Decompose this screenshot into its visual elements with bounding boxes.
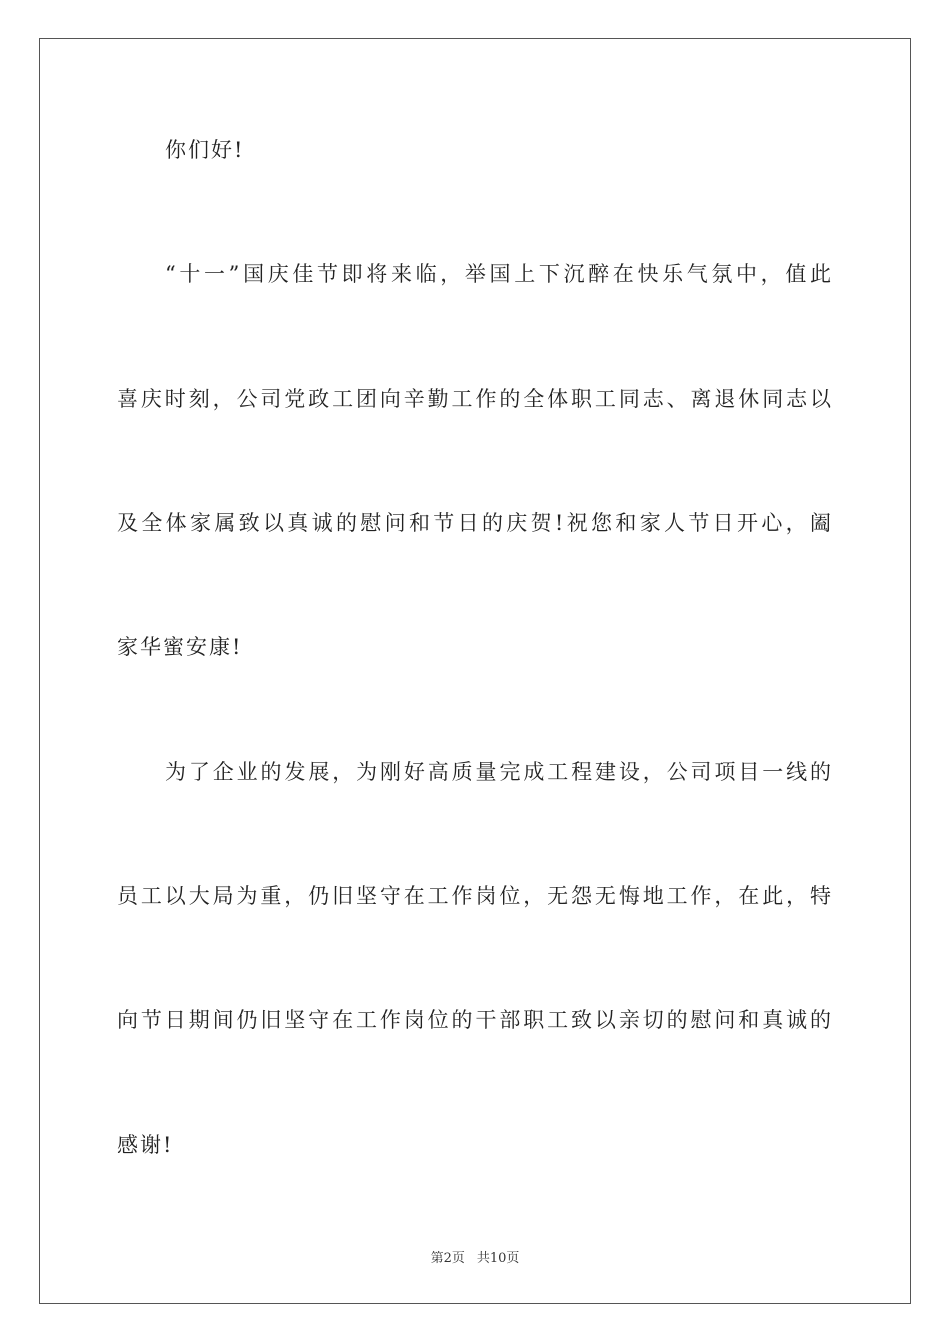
- paragraph-2-line-3: 向节日期间仍旧坚守在工作岗位的干部职工致以亲切的慰问和真诚的: [117, 1008, 833, 1032]
- paragraph-2-line-4: 感谢!: [117, 1133, 174, 1157]
- paragraph-2-line-2: 员工以大局为重，仍旧坚守在工作岗位，无怨无悔地工作，在此，特: [117, 884, 833, 908]
- page-total: 共10页: [476, 1251, 520, 1266]
- paragraph-2-line-1: 为了企业的发展，为刚好高质量完成工程建设，公司项目一线的: [165, 760, 833, 784]
- greeting-line: 你们好!: [165, 138, 245, 162]
- page-number: 第2页: [430, 1251, 465, 1266]
- page-frame: [39, 38, 911, 1304]
- paragraph-1-line-3: 及全体家属致以真诚的慰问和节日的庆贺!祝您和家人节日开心，阖: [117, 511, 833, 535]
- page-footer: [0, 1247, 950, 1266]
- paragraph-1-line-4: 家华蜜安康!: [117, 635, 243, 659]
- paragraph-1-line-1: “十一”国庆佳节即将来临，举国上下沉醉在快乐气氛中，值此: [165, 262, 833, 286]
- paragraph-1-line-2: 喜庆时刻，公司党政工团向辛勤工作的全体职工同志、离退休同志以: [117, 387, 833, 411]
